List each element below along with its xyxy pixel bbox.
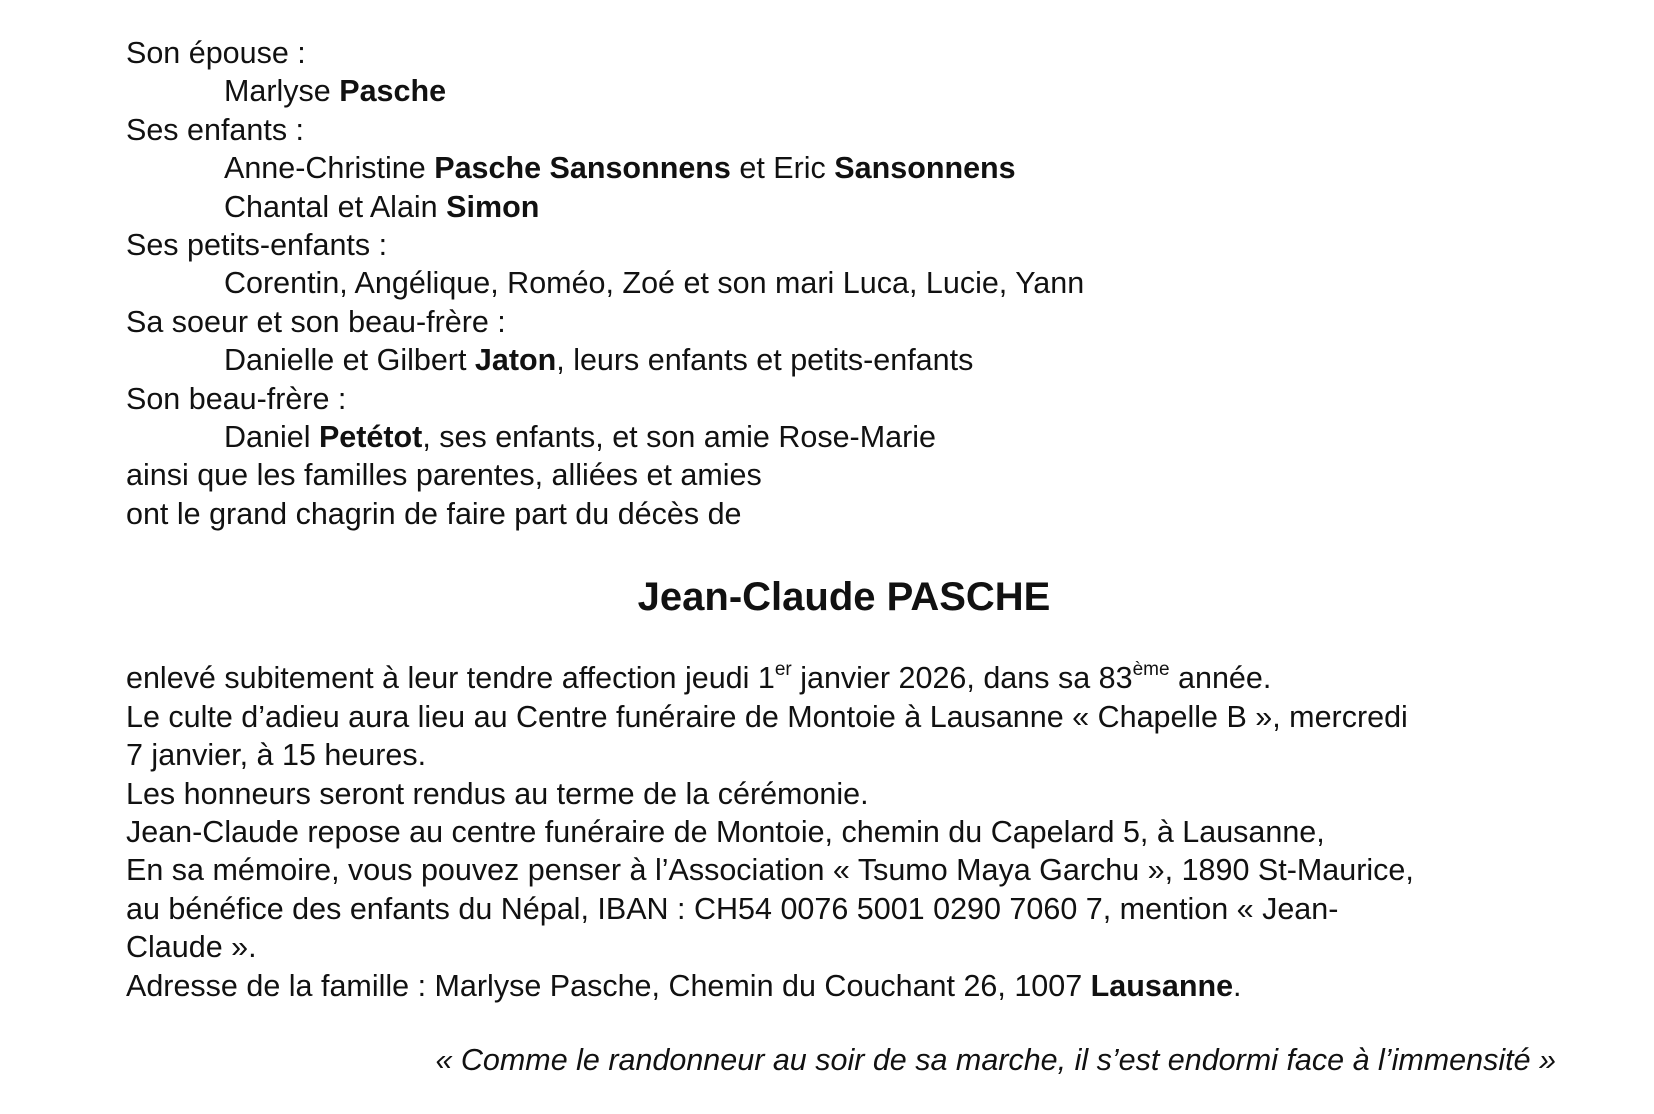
address-city: Lausanne	[1090, 968, 1234, 1003]
child-1-partner: et Eric	[739, 151, 826, 186]
spacer	[126, 1005, 1566, 1041]
child-1-partner-last-name: Sansonnens	[834, 151, 1016, 186]
brother-in-law-rest: , ses enfants, et son amie Rose-Marie	[422, 420, 936, 455]
closing-quote: « Comme le randonneur au soir de sa marche, il s’est endormi face à l’immensité »	[435, 1042, 1556, 1077]
child-2	[126, 188, 1566, 226]
sister-first-names: Danielle et Gilbert	[224, 343, 467, 378]
service-line-2: 7 janvier, à 15 heures.	[126, 738, 427, 773]
child-1-last-name: Pasche Sansonnens	[434, 151, 731, 186]
memory-line-2: au bénéfice des enfants du Népal, IBAN : CH54 0076 5001 0290 7060 7, mention « Jean-	[126, 891, 1339, 926]
announcement-line: ont le grand chagrin de faire part du décès de	[126, 496, 742, 531]
death-part-1: enlevé subitement à leur tendre affection jeudi 1	[126, 661, 775, 696]
sister-last-name: Jaton	[474, 343, 557, 378]
spouse-heading: Son épouse :	[126, 36, 306, 70]
death-statement	[126, 659, 1566, 697]
sister-family-rest: , leurs enfants et petits-enfants	[556, 343, 974, 378]
ordinal-suffix-2: ème	[1132, 659, 1170, 681]
brother-in-law-last-name: Petétot	[318, 420, 423, 455]
brother-in-law-first-name: Daniel	[224, 420, 311, 455]
memory-line-3: Claude ».	[126, 930, 257, 965]
death-notice	[126, 34, 1566, 1079]
child-1-first-name: Anne-Christine	[224, 151, 426, 186]
honours-line: Les honneurs seront rendus au terme de la cérémonie.	[126, 776, 869, 811]
deceased-name-block	[0, 573, 1654, 621]
child-2-last-name: Simon	[446, 189, 540, 224]
child-2-first-names: Chantal et Alain	[224, 189, 438, 224]
brother-in-law-heading: Son beau-frère :	[126, 381, 347, 416]
service-line-1: Le culte d’adieu aura lieu au Centre funéraire de Montoie à Lausanne « Chapelle B », mercredi	[126, 699, 1408, 734]
spouse-first-name: Marlyse	[224, 74, 331, 109]
brother-in-law-family	[126, 418, 1566, 456]
families-line: ainsi que les familles parentes, alliées et amies	[126, 458, 762, 493]
spouse-last-name: Pasche	[339, 74, 447, 109]
child-1	[126, 149, 1566, 187]
grandchildren-heading: Ses petits-enfants :	[126, 228, 388, 263]
address-end: .	[1233, 968, 1242, 1003]
ordinal-suffix-1: er	[774, 659, 792, 681]
spouse-name	[126, 72, 1566, 110]
family-address	[126, 967, 1566, 1005]
grandchildren-names: Corentin, Angélique, Roméo, Zoé et son mari Luca, Lucie, Yann	[224, 266, 1085, 301]
deceased-name: Jean-Claude PASCHE	[637, 575, 1051, 620]
memory-line-1: En sa mémoire, vous pouvez penser à l’Association « Tsumo Maya Garchu », 1890 St-Maurice,	[126, 853, 1414, 888]
death-part-2: janvier 2026, dans sa 83	[791, 661, 1133, 696]
children-heading: Ses enfants :	[126, 112, 305, 147]
sister-heading: Sa soeur et son beau-frère :	[126, 304, 506, 339]
rests-line: Jean-Claude repose au centre funéraire de Montoie, chemin du Capelard 5, à Lausanne,	[126, 814, 1325, 849]
sister-family	[126, 341, 1566, 379]
death-part-3: année.	[1169, 661, 1272, 696]
address-text: Adresse de la famille : Marlyse Pasche, Chemin du Couchant 26, 1007	[126, 968, 1083, 1003]
